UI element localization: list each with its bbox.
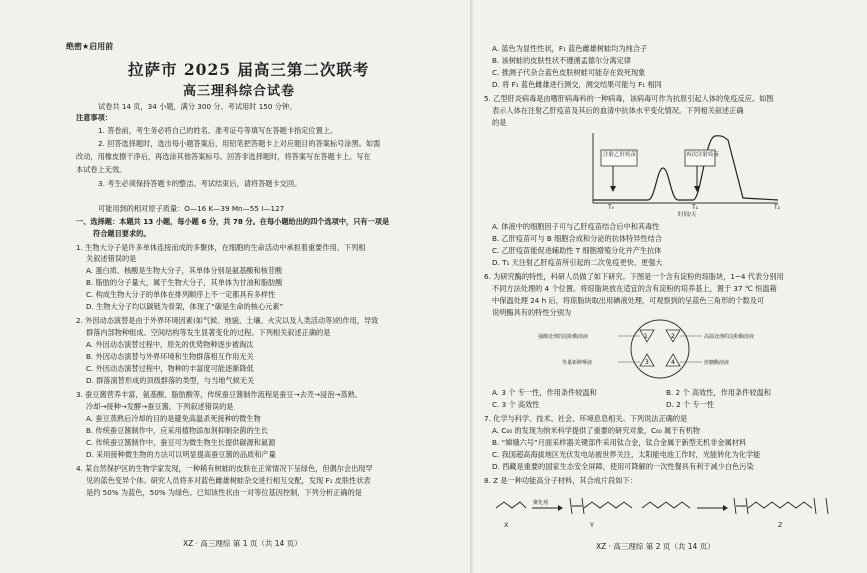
q4-option: C. 推测子代杂合蓝色皮肤树蛙可能存在致死现象 xyxy=(492,68,646,77)
polymer-z-structure xyxy=(734,498,828,514)
q7-option: B. “嫦娥六号”月面采样器关键部件采用钛合金，钛合金属于新型无机非金属材料 xyxy=(492,438,747,447)
chart-x-tick: T₀ xyxy=(608,204,615,211)
q5-stem: 5. 乙型肝炎病毒是由嗜肝病毒科的一种病毒，该病毒可作为抗原引起人体的免疫反应。如图 xyxy=(484,94,774,103)
arrowhead xyxy=(723,505,728,511)
q7-option: C. 我国超高海拔地区光伏发电站被世界关注，太阳能电池工作时，光能转化为化学能 xyxy=(492,450,761,459)
q4-stem: 见的蓝色变异个体。研究人员将多对蓝色雌雄树蛙杂交进行相互交配，发现 F₁ 皮肤性状表 xyxy=(86,476,371,485)
figure-label: 强酸处理的淀粉酶溶液 xyxy=(538,334,589,340)
chart-x-tick: T₂ xyxy=(774,204,781,211)
q3-option: C. 传统蚕豆酱制作中，蚕豆可为微生物生长提供碳源和氮源 xyxy=(86,438,276,447)
page-fold xyxy=(470,0,474,573)
figure-label: 等量新鲜唾液 xyxy=(562,360,593,366)
q3-stem: 3. 蚕豆酱营养丰富，氨基酸、脂肪酸等，传统蚕豆酱制作流程是蚕豆→去壳→浸泡→蒸熟、 xyxy=(76,390,362,399)
q6-option: A. 3 个 专一性，作用条件较温和 xyxy=(492,388,597,397)
q1-stem: 关叙述错误的是 xyxy=(86,254,137,263)
polymer-y-structure xyxy=(570,498,632,514)
section-heading: 符合题目要求的。 xyxy=(93,229,151,238)
antibody-curve xyxy=(593,136,778,200)
q5-option: D. T₁ 天注射乙肝疫苗所引起的二次免疫更快、更强大 xyxy=(492,258,663,267)
note-line: 本试卷上无效。 xyxy=(76,165,127,174)
figure-label: 高温处理的淀粉酶溶液 xyxy=(704,334,755,340)
note-line: 2. 回答选择题时，选出每小题答案后，用铅笔把答题卡上对应题目的答案标号涂黑。如需 xyxy=(98,139,381,148)
chain-structure xyxy=(642,502,690,508)
q2-option: B. 外因动态演替与外界环境和生物群落相互作用无关 xyxy=(86,352,254,361)
reagent-label: 聚化剂 xyxy=(533,500,549,506)
monomer-x-structure xyxy=(496,502,526,508)
q1-option: C. 构成生物大分子的单体在排列顺序上不一定都具有多样性 xyxy=(86,290,276,299)
starch-agar-figure xyxy=(618,318,702,380)
q1-option: A. 蛋白质、核酸是生物大分子，其单体分别是氨基酸和核苷酸 xyxy=(86,266,283,275)
exam-info: 试卷共 14 页，34 小题，满分 300 分。考试用时 150 分钟。 xyxy=(98,102,297,111)
q2-option: C. 外因动态演替过程中，物种的丰富度可能逐渐降低 xyxy=(86,364,254,373)
q6-option: D. 2 个 专一性 xyxy=(666,400,714,409)
q2-stem: 群落内部物种组成、空间结构等发生显著变化的过程。下列相关叙述正确的是 xyxy=(86,328,331,337)
q7-option: D. 西藏是重要的国家生态安全屏障，使用可降解的一次性餐具有利于减少白色污染 xyxy=(492,462,754,471)
q6-stem: 说明酶具有的特性分别为 xyxy=(492,308,572,317)
q6-stem: 6. 为研究酶的特性，科研人员做了如下研究。下图是一个含有淀粉的琼脂块，1~4 代表分别用 xyxy=(484,272,784,281)
q6-option: B. 2 个 高效性，作用条件较温和 xyxy=(666,388,771,397)
arrowhead xyxy=(610,186,616,192)
q5-stem: 的是 xyxy=(492,118,507,127)
chart-x-tick: T₁ xyxy=(692,204,699,211)
note-line: 1. 答卷前，考生务必将自己的姓名、准考证号等填写在答题卡指定位置上。 xyxy=(98,126,338,135)
q6-stem: 中保温处理 24 h 后，将琼脂块取出用碘液处理，可观察到的呈蓝色三角形的个数及可 xyxy=(492,296,765,305)
q5-option: A. 体液中的细胞因子可与乙肝疫苗结合后中和其毒性 xyxy=(492,222,660,231)
secret-mark: 绝密★启用前 xyxy=(66,42,114,51)
q3-option: B. 传统蚕豆酱制作中，应采用植物添加剂抑制杂菌的生长 xyxy=(86,426,269,435)
chart-box-label: 注射乙肝疫苗 xyxy=(603,152,637,158)
q4-option: A. 蓝色为显性性状，F₁ 蓝色雌雄树蛙均为纯合子 xyxy=(492,44,648,53)
q2-option: A. 外因动态演替过程中，原先的优势物种逐步被淘汰 xyxy=(86,340,254,349)
page-2 xyxy=(478,0,843,573)
q1-option: D. 生物大分子均以碳链为骨架，体现了“碳是生命的核心元素” xyxy=(86,302,284,311)
agar-circle xyxy=(631,320,689,378)
q1-option: B. 脂肪的分子量大，属于生物大分子，其单体为甘油和脂肪酸 xyxy=(86,278,283,287)
q1-stem: 1. 生物大分子是许多单体连接而成的多聚体，在细胞的生命活动中承担着重要作用。下列相 xyxy=(76,243,366,252)
q5-option: B. 乙肝疫苗可与 B 细胞合成和分泌的抗体特异性结合 xyxy=(492,234,662,243)
q4-option: D. 将 F₁ 蓝色雌雄进行测交，测交结果可能与 F₁ 相同 xyxy=(492,80,662,89)
note-line: 3. 考生必须保持答题卡的整洁。考试结束后，请将答题卡交回。 xyxy=(98,179,302,188)
q3-stem: 冷却→接种→发酵→蚕豆酱。下列叙述错误的是 xyxy=(86,402,234,411)
q2-option: D. 群落演替形成的顶级群落的类型，与当地气候无关 xyxy=(86,376,255,385)
compound-label-y: Y xyxy=(590,521,594,529)
arrowhead xyxy=(558,505,563,511)
position-4: 4 xyxy=(671,359,675,366)
position-2: 2 xyxy=(671,333,675,340)
compound-label-z: Z xyxy=(778,521,783,529)
position-1: 1 xyxy=(644,333,648,340)
page-footer: XZ · 高三理综 第 1 页（共 14 页） xyxy=(183,539,302,548)
atomic-mass: 可能用到的相对原子质量：O—16 K—39 Mn—55 I—127 xyxy=(98,204,285,213)
compound-label-x: X xyxy=(504,521,509,529)
q4-option: B. 该树蛙的皮肤性状不遵循孟德尔分离定律 xyxy=(492,56,631,65)
q4-stem: 4. 某自然保护区的生物学家发现，一种稀有树蛙的皮肤在正常情况下呈绿色，但偶尔会出现罕 xyxy=(76,464,373,473)
q3-option: D. 采用接种微生物的方法可以明显提高蚕豆酱的品质和产量 xyxy=(86,450,276,459)
q4-stem: 是约 50% 为蓝色，50% 为绿色。已知该性状由一对等位基因控制，下列分析正确的是 xyxy=(86,488,362,497)
note-line: 改动，用橡皮擦干净后，再选涂其他答案标号。回答非选择题时，将答案写在答题卡上。写在 xyxy=(76,152,371,161)
q5-stem: 表示人体在注射乙肝疫苗及其后的血清中抗体水平变化情况。下列相关叙述正确 xyxy=(492,106,744,115)
q5-option: C. 乙肝疫苗能促进辅助性 T 细胞增殖分化并产生抗体 xyxy=(492,246,662,255)
q3-option: A. 蚕豆蒸熟后冷却的目的是避免高温杀死接种的微生物 xyxy=(86,414,261,423)
q6-stem: 不同方法处理的 4 个位置。将琼脂块放在适宜的含有淀粉的培养基上，置于 37 ℃ 恒温箱 xyxy=(492,284,777,293)
notes-title: 注意事项： xyxy=(76,113,112,122)
figure-label: 蔗糖酶溶液 xyxy=(704,360,730,366)
section-heading: 一、选择题：本题共 13 小题，每小题 6 分，共 78 分。在每小题给出的四个选项中，只有一项是 xyxy=(76,217,390,226)
q6-option: C. 3 个 高效性 xyxy=(492,400,540,409)
q2-stem: 2. 外因动态演替是由于外界环境因素(如气候、地貌、土壤、火灾以及人类活动等)的作用，导致 xyxy=(76,316,379,325)
exam-title: 拉萨市 2025 届高三第二次联考 xyxy=(128,60,370,79)
chart-x-label: 时间/天 xyxy=(678,212,697,218)
chart-box-label: 再次注射疫苗 xyxy=(686,152,720,158)
q7-option: A. C₆₀ 的发现为纳米科学提供了重要的研究对象，C₆₀ 属于有机物 xyxy=(492,426,700,435)
position-3: 3 xyxy=(645,359,649,366)
exam-subtitle: 高三理科综合试卷 xyxy=(183,84,296,99)
page-1 xyxy=(58,0,468,573)
page-footer: XZ · 高三理综 第 2 页（共 14 页） xyxy=(596,542,715,551)
q8-stem: 8. Z 是一种功能高分子材料，其合成片段如下： xyxy=(484,476,637,485)
q7-stem: 7. 化学与科学、技术、社会、环境息息相关。下列说法正确的是 xyxy=(484,414,688,423)
